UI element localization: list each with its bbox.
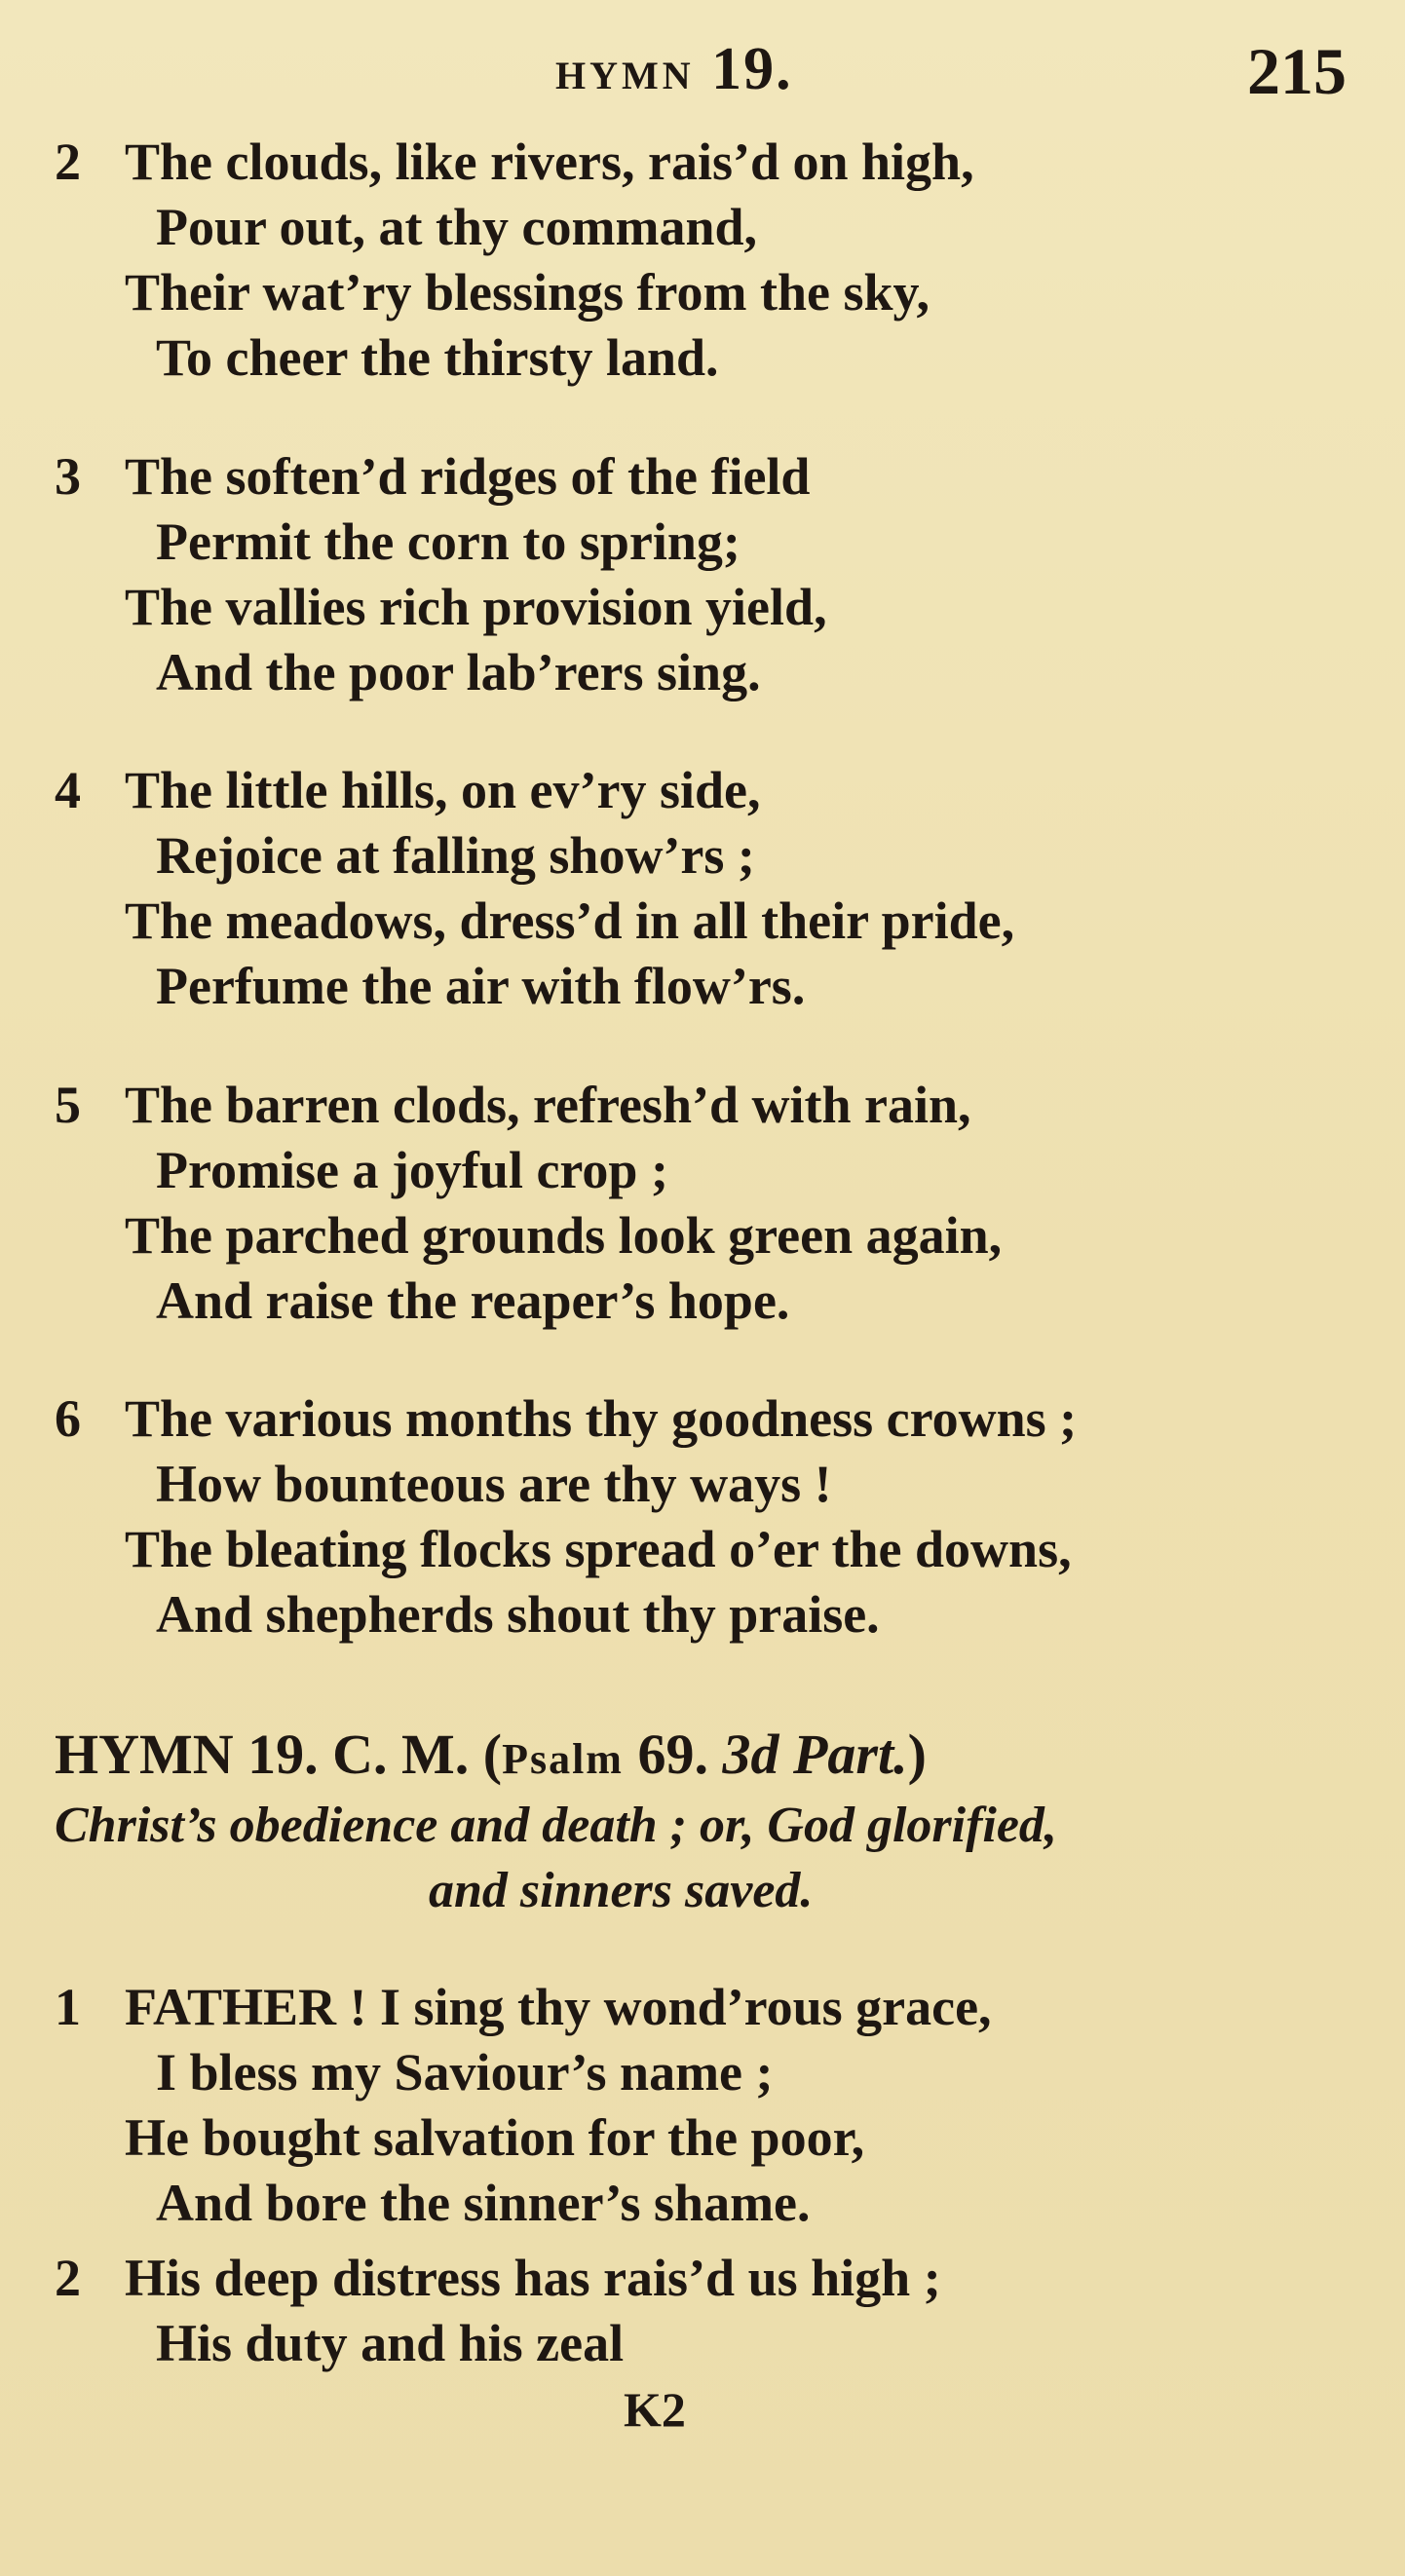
stanza-number: 1 (55, 1978, 81, 2036)
stanza-line: And raise the reaper’s hope. (156, 1271, 790, 1330)
stanza-line: His duty and his zeal (156, 2314, 625, 2372)
stanza-line: And shepherds shout thy praise. (156, 1585, 880, 1644)
stanza-line: 2 His deep distress has rais’d us high ; (55, 2249, 941, 2307)
hymn-title: HYMN 19. C. M. (Psalm 69. 3d Part.) (55, 1723, 927, 1786)
stanza-line: And the poor lab’rers sing. (156, 643, 761, 701)
stanza-line: 5 The barren clods, refresh’d with rain, (55, 1076, 971, 1134)
stanza-line: To cheer the thirsty land. (156, 328, 719, 387)
stanza-line: Their wat’ry blessings from the sky, (125, 263, 930, 322)
stanza-line: He bought salvation for the poor, (125, 2108, 865, 2167)
stanza-line: Rejoice at falling show’rs ; (156, 826, 755, 885)
stanza-line: I bless my Saviour’s name ; (156, 2043, 774, 2102)
stanza-line: Permit the corn to spring; (156, 512, 740, 571)
stanza-number: 3 (55, 447, 81, 506)
stanza-line: How bounteous are thy ways ! (156, 1455, 832, 1513)
running-title-number: 19. (711, 36, 793, 102)
stanza-number: 4 (55, 761, 81, 819)
stanza-line: Perfume the air with flow’rs. (156, 957, 806, 1015)
stanza-number: 5 (55, 1076, 81, 1134)
page-header (0, 27, 1405, 115)
running-title-word: HYMN (555, 54, 695, 97)
page-number: 215 (1247, 34, 1347, 108)
stanza-line: Pour out, at thy command, (156, 198, 758, 256)
stanza-line: 3 The soften’d ridges of the field (55, 447, 811, 506)
stanza-line: Promise a joyful crop ; (156, 1141, 668, 1199)
stanza-line: The bleating flocks spread o’er the downs, (125, 1520, 1072, 1578)
hymn-subtitle: and sinners saved. (429, 1863, 814, 1918)
hymn-subtitle: Christ’s obedience and death ; or, God glorified, (55, 1798, 1057, 1853)
stanza-line: 6 The various months thy goodness crowns ; (55, 1389, 1078, 1448)
stanza-line: 4 The little hills, on ev’ry side, (55, 761, 761, 819)
stanza-line: 1 FATHER ! I sing thy wond’rous grace, (55, 1978, 992, 2036)
stanza-number: 6 (55, 1389, 81, 1448)
signature-mark: K2 (624, 2382, 686, 2437)
stanza-line: And bore the sinner’s shame. (156, 2174, 811, 2232)
stanza-line: The meadows, dress’d in all their pride, (125, 891, 1015, 950)
running-title (555, 35, 793, 104)
stanza-line: 2 The clouds, like rivers, rais’d on high, (55, 133, 974, 191)
stanza-line: The vallies rich provision yield, (125, 578, 827, 636)
stanza-number: 2 (55, 2249, 81, 2307)
stanza-line: The parched grounds look green again, (125, 1206, 1003, 1265)
stanza-number: 2 (55, 133, 81, 191)
